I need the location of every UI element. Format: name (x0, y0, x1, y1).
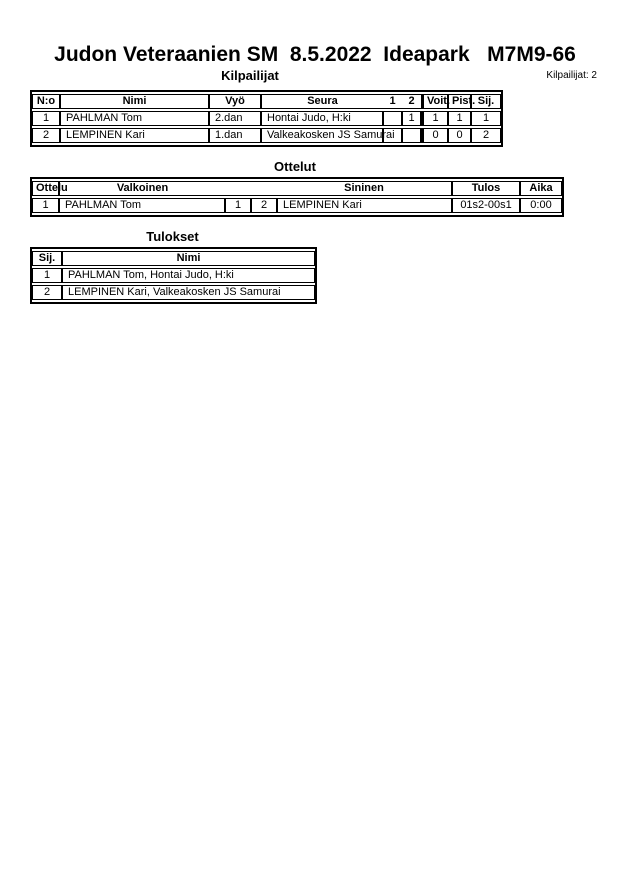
header-club: Seura (261, 94, 383, 109)
cell-blue-name: LEMPINEN Kari (277, 198, 452, 213)
cell-white-name: PAHLMAN Tom (59, 198, 225, 213)
competitors-heading: Kilpailijat (221, 68, 279, 83)
header-blue-number (251, 181, 277, 196)
cell-club: Hontai Judo, H:ki (261, 111, 383, 126)
table-row (32, 285, 315, 300)
results-table (30, 247, 317, 304)
header-white-number (225, 181, 251, 196)
cell-name: PAHLMAN Tom (60, 111, 209, 126)
header-name: Nimi (60, 94, 209, 109)
cell-place: 2 (32, 285, 62, 300)
competitors-count: Kilpailijat: 2 (546, 70, 597, 81)
header-white: Valkoinen (59, 181, 225, 196)
matches-table (30, 177, 564, 217)
results-header-row (32, 251, 315, 266)
header-wins: Voit. (421, 94, 448, 109)
header-place: Sij. (32, 251, 62, 266)
cell-place: 1 (32, 268, 62, 283)
cell-no: 2 (32, 128, 60, 143)
header-points: Pist. (448, 94, 471, 109)
cell-vs2 (402, 128, 421, 143)
cell-place: 1 (471, 111, 501, 126)
header-belt: Vyö (209, 94, 261, 109)
cell-place: 2 (471, 128, 501, 143)
cell-club: Valkeakosken JS Samurai (261, 128, 383, 143)
competitors-table (30, 90, 503, 147)
header-no: N:o (32, 94, 60, 109)
cell-belt: 1.dan (209, 128, 261, 143)
table-row (32, 268, 315, 283)
page-title: Judon Veteraanien SM 8.5.2022 Ideapark M7M9-66 (54, 43, 576, 66)
header-name: Nimi (62, 251, 315, 266)
header-time: Aika (520, 181, 562, 196)
table-row (32, 198, 562, 213)
table-row (32, 111, 501, 126)
cell-points: 0 (448, 128, 471, 143)
header-crosstable-1: 1 (383, 94, 402, 109)
cell-result: 01s2-00s1 (452, 198, 520, 213)
cell-vs1 (383, 111, 402, 126)
header-blue: Sininen (277, 181, 452, 196)
header-crosstable-2: 2 (402, 94, 421, 109)
cell-wins: 0 (421, 128, 448, 143)
matches-header-row (32, 181, 562, 196)
cell-white-number: 1 (225, 198, 251, 213)
table-row (32, 128, 501, 143)
competitors-header-row (32, 94, 501, 109)
cell-points: 1 (448, 111, 471, 126)
results-heading: Tulokset (146, 229, 199, 244)
cell-time: 0:00 (520, 198, 562, 213)
cell-vs2: 1 (402, 111, 421, 126)
header-place: Sij. (471, 94, 501, 109)
cell-match-no: 1 (32, 198, 59, 213)
cell-name: PAHLMAN Tom, Hontai Judo, H:ki (62, 268, 315, 283)
cell-name: LEMPINEN Kari, Valkeakosken JS Samurai (62, 285, 315, 300)
matches-heading: Ottelut (274, 159, 316, 174)
cell-blue-number: 2 (251, 198, 277, 213)
header-match: Ottelu (32, 181, 59, 196)
cell-wins: 1 (421, 111, 448, 126)
cell-no: 1 (32, 111, 60, 126)
cell-name: LEMPINEN Kari (60, 128, 209, 143)
header-result: Tulos (452, 181, 520, 196)
cell-belt: 2.dan (209, 111, 261, 126)
